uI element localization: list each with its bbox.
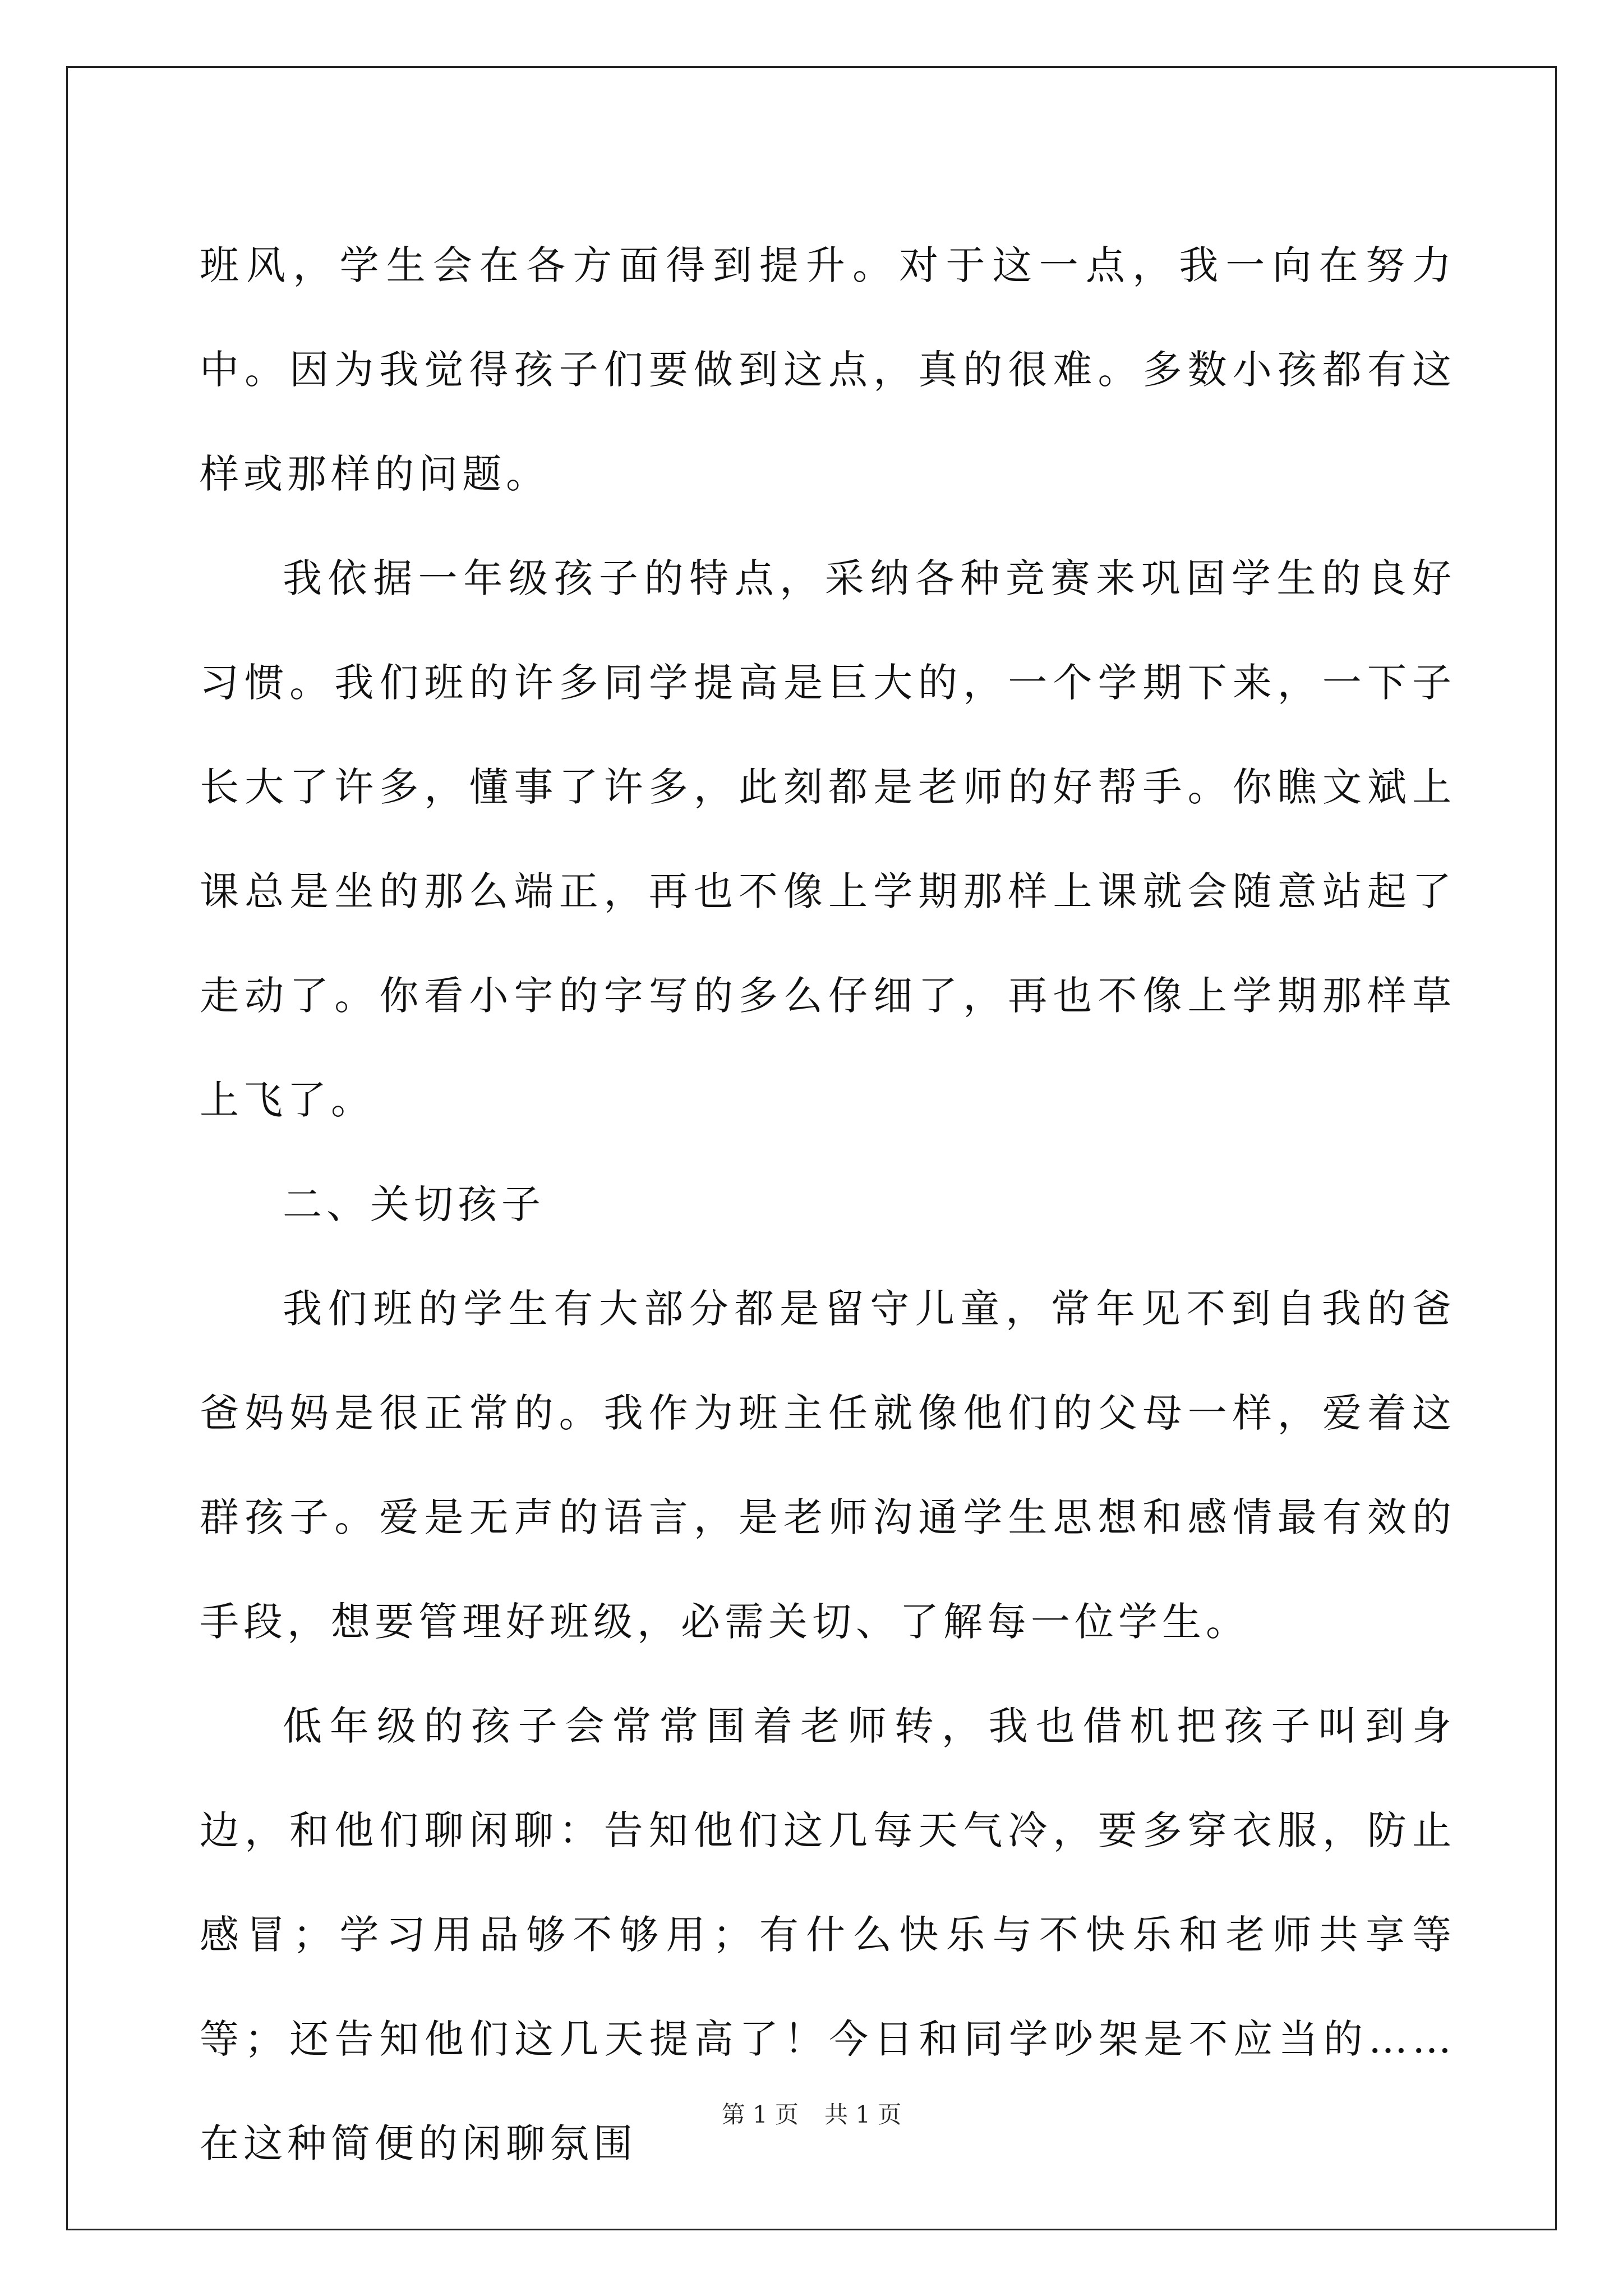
page-total: 共 1 页: [824, 2101, 902, 2128]
paragraph-4: 低年级的孩子会常常围着老师转，我也借机把孩子叫到身边，和他们聊闲聊：告知他们这几每天气冷，要多穿衣服，防止感冒；学习用品够不够用；有什么快乐与不快乐和老师共享等等；还告知他们这几天提高了！今日和同学吵架是不应当的……在这种简便的闲聊氛围: [200, 1703, 1456, 2166]
paragraph-3: 我们班的学生有大部分都是留守儿童，常年见不到自我的爸爸妈妈是很正常的。我作为班主任就像他们的父母一样，爱着这群孩子。爱是无声的语言，是老师沟通学生思想和感情最有效的手段，想要管理好班级，必需关切、了解每一位学生。: [200, 1286, 1456, 1645]
page-number: 第 1 页: [721, 2101, 799, 2128]
paragraph-2: 我依据一年级孩子的特点，采纳各种竞赛来巩固学生的良好习惯。我们班的许多同学提高是巨大的，一个学期下来，一下子长大了许多，懂事了许多，此刻都是老师的好帮手。你瞧文斌上课总是坐的那么端正，再也不像上学期那样上课就会随意站起了走动了。你看小宇的字写的多么仔细了，再也不像上学期那样草上飞了。: [200, 555, 1456, 1123]
document-body: [200, 213, 1456, 2196]
paragraph-1: 班风，学生会在各方面得到提升。对于这一点，我一向在努力中。因为我觉得孩子们要做到这点，真的很难。多数小孩都有这样或那样的问题。: [200, 242, 1456, 497]
section-heading: 二、关切孩子: [283, 1181, 545, 1227]
page-footer: [0, 2098, 1623, 2132]
